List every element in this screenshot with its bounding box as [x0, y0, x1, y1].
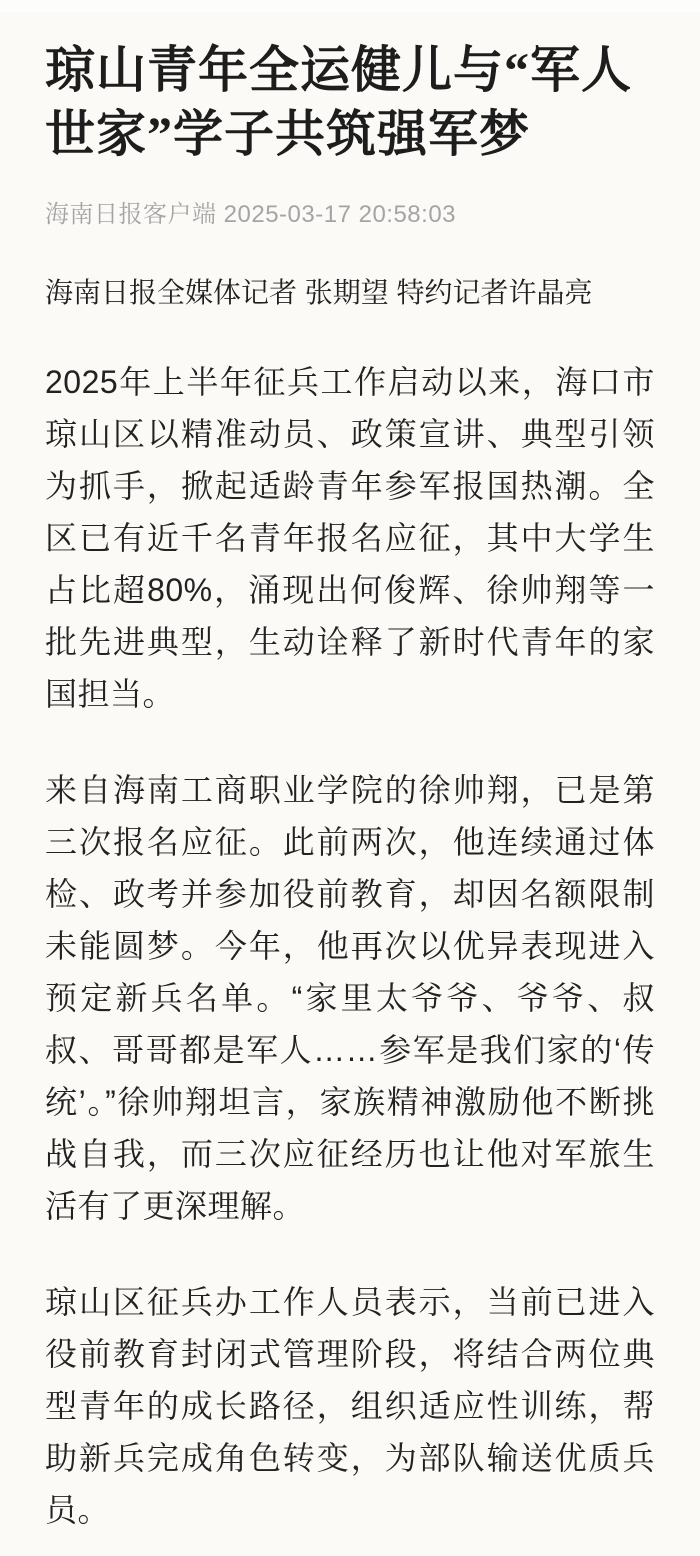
page-top-edge	[0, 0, 700, 12]
article-paragraph-2: 来自海南工商职业学院的徐帅翔，已是第三次报名应征。此前两次，他连续通过体检、政考并参加役前教育，却因名额限制未能圆梦。今年，他再次以优异表现进入预定新兵名单。“家里太爷爷、爷爷、叔叔、哥哥都是军人……参军是我们家的‘传统’。”徐帅翔坦言，家族精神激励他不断挑战自我，而三次应征经历也让他对军旅生活有了更深理解。	[45, 772, 655, 1224]
article-source-timestamp: 海南日报客户端 2025-03-17 20:58:03	[45, 201, 457, 228]
news-article	[0, 38, 700, 1556]
article-paragraph-1: 2025年上半年征兵工作启动以来，海口市琼山区以精准动员、政策宣讲、典型引领为抓手，掀起适龄青年参军报国热潮。全区已有近千名青年报名应征，其中大学生占比超80%，涌现出何俊辉、徐帅翔等一批先进典型，生动诠释了新时代青年的家国担当。	[45, 364, 655, 712]
article-body	[45, 356, 655, 1536]
article-paragraph-3: 琼山区征兵办工作人员表示，当前已进入役前教育封闭式管理阶段，将结合两位典型青年的成长路径，组织适应性训练，帮助新兵完成角色转变，为部队输送优质兵员。	[45, 1284, 655, 1528]
article-title: 琼山青年全运健儿与“军人世家”学子共筑强军梦	[45, 42, 632, 162]
article-author-line: 海南日报全媒体记者 张期望 特约记者许晶亮	[45, 277, 593, 308]
